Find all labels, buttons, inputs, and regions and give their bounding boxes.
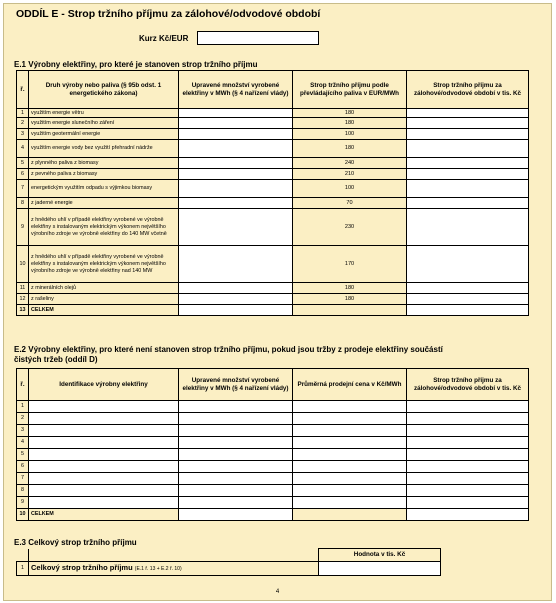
production-type: využitím energie větru bbox=[29, 109, 179, 118]
e1-header-cap-czk: Strop tržního příjmu za zálohové/odvodové období v tis. Kč bbox=[407, 71, 529, 109]
table-row bbox=[17, 109, 529, 118]
e3-heading: E.3 Celkový strop tržního příjmu bbox=[14, 538, 137, 547]
identification-input[interactable] bbox=[29, 425, 179, 437]
table-row bbox=[17, 169, 529, 180]
total-cap-czk[interactable] bbox=[407, 509, 529, 521]
quantity-input[interactable] bbox=[179, 158, 293, 169]
row-number: 6 bbox=[17, 169, 29, 180]
quantity-input[interactable] bbox=[179, 118, 293, 129]
production-type: z plynného paliva z biomasy bbox=[29, 158, 179, 169]
total-label: CELKEM bbox=[29, 305, 179, 316]
e2-header-cap-czk: Strop tržního příjmu za zálohové/odvodové období v tis. Kč bbox=[407, 369, 529, 401]
identification-input[interactable] bbox=[29, 449, 179, 461]
e1-header-quantity: Upravené množství vyrobené elektřiny v MWh (§ 4 nařízení vlády) bbox=[179, 71, 293, 109]
cap-eur-value: 100 bbox=[293, 180, 407, 198]
table-row bbox=[17, 158, 529, 169]
cap-czk-input[interactable] bbox=[407, 109, 529, 118]
quantity-input[interactable] bbox=[179, 449, 293, 461]
e3-header-value: Hodnota v tis. Kč bbox=[319, 549, 441, 562]
row-number: 10 bbox=[17, 509, 29, 521]
row-number: 4 bbox=[17, 437, 29, 449]
table-row bbox=[17, 140, 529, 158]
cap-czk-input[interactable] bbox=[407, 180, 529, 198]
quantity-input[interactable] bbox=[179, 413, 293, 425]
row-number: 10 bbox=[17, 246, 29, 283]
cap-eur-value: 100 bbox=[293, 129, 407, 140]
e1-table bbox=[16, 70, 529, 316]
quantity-input[interactable] bbox=[179, 198, 293, 209]
row-number: 13 bbox=[17, 305, 29, 316]
cap-czk-input[interactable] bbox=[407, 209, 529, 246]
production-type: využitím geotermální energie bbox=[29, 129, 179, 140]
quantity-input[interactable] bbox=[179, 401, 293, 413]
identification-input[interactable] bbox=[29, 401, 179, 413]
cap-eur-value: 180 bbox=[293, 140, 407, 158]
table-row bbox=[17, 497, 529, 509]
cap-czk-input[interactable] bbox=[407, 413, 529, 425]
quantity-input[interactable] bbox=[179, 294, 293, 305]
total-empty bbox=[293, 305, 407, 316]
section-title: ODDÍL E - Strop tržního příjmu za zálohové/odvodové období bbox=[16, 8, 321, 20]
cap-czk-input[interactable] bbox=[407, 294, 529, 305]
cap-czk-input[interactable] bbox=[407, 473, 529, 485]
e3-empty-header bbox=[29, 549, 319, 562]
identification-input[interactable] bbox=[29, 497, 179, 509]
e1-header-row-no: ř. bbox=[17, 71, 29, 109]
e2-table bbox=[16, 368, 529, 521]
total-quantity[interactable] bbox=[179, 509, 293, 521]
quantity-input[interactable] bbox=[179, 209, 293, 246]
e2-header-identification: Identifikace výrobny elektřiny bbox=[29, 369, 179, 401]
table-row bbox=[17, 461, 529, 473]
row-number: 1 bbox=[17, 401, 29, 413]
cap-czk-input[interactable] bbox=[407, 449, 529, 461]
quantity-input[interactable] bbox=[179, 485, 293, 497]
form-page bbox=[3, 3, 552, 601]
e3-row-number: 1 bbox=[17, 562, 29, 576]
identification-input[interactable] bbox=[29, 437, 179, 449]
production-type: z jaderné energie bbox=[29, 198, 179, 209]
cap-czk-input[interactable] bbox=[407, 246, 529, 283]
cap-czk-input[interactable] bbox=[407, 485, 529, 497]
e2-heading-line1: E.2 Výrobny elektřiny, pro které není stanoven strop tržního příjmu, pokud jsou tržby z prodeje elektřiny součástí bbox=[14, 345, 443, 354]
table-row bbox=[17, 413, 529, 425]
cap-eur-value: 240 bbox=[293, 158, 407, 169]
row-number: 8 bbox=[17, 485, 29, 497]
e3-total-value[interactable] bbox=[319, 562, 441, 576]
e2-header-row-no: ř. bbox=[17, 369, 29, 401]
e3-row-label: Celkový strop tržního příjmu bbox=[31, 563, 133, 572]
page-number: 4 bbox=[275, 589, 280, 595]
avg-price-input[interactable] bbox=[293, 497, 407, 509]
production-type: z minerálních olejů bbox=[29, 283, 179, 294]
avg-price-input[interactable] bbox=[293, 401, 407, 413]
identification-input[interactable] bbox=[29, 413, 179, 425]
quantity-input[interactable] bbox=[179, 461, 293, 473]
cap-eur-value: 180 bbox=[293, 283, 407, 294]
row-number: 7 bbox=[17, 473, 29, 485]
table-row bbox=[17, 449, 529, 461]
quantity-input[interactable] bbox=[179, 437, 293, 449]
quantity-input[interactable] bbox=[179, 169, 293, 180]
row-number: 2 bbox=[17, 118, 29, 129]
e2-total-row bbox=[17, 509, 529, 521]
cap-eur-value: 180 bbox=[293, 294, 407, 305]
avg-price-input[interactable] bbox=[293, 413, 407, 425]
cap-eur-value: 230 bbox=[293, 209, 407, 246]
quantity-input[interactable] bbox=[179, 129, 293, 140]
e3-row-label-cell bbox=[29, 562, 319, 576]
quantity-input[interactable] bbox=[179, 283, 293, 294]
cap-eur-value: 180 bbox=[293, 109, 407, 118]
quantity-input[interactable] bbox=[179, 473, 293, 485]
table-row bbox=[17, 209, 529, 246]
production-type: z hnědého uhlí v případě elektřiny vyrobené ve výrobně elektřiny s instalovaným elektrickým výkonem největšího výrobního zdroje ve výrobně elektřiny do 140 MW včetně bbox=[29, 209, 179, 246]
cap-czk-input[interactable] bbox=[407, 497, 529, 509]
production-type: energetickým využitím odpadu s výjimkou biomasy bbox=[29, 180, 179, 198]
table-row bbox=[17, 129, 529, 140]
quantity-input[interactable] bbox=[179, 425, 293, 437]
table-row bbox=[17, 118, 529, 129]
row-number: 11 bbox=[17, 283, 29, 294]
e3-table bbox=[16, 548, 441, 576]
avg-price-input[interactable] bbox=[293, 425, 407, 437]
e1-heading: E.1 Výrobny elektřiny, pro které je stanoven strop tržního příjmu bbox=[14, 60, 258, 69]
quantity-input[interactable] bbox=[179, 109, 293, 118]
e3-empty-corner bbox=[17, 549, 29, 562]
identification-input[interactable] bbox=[29, 473, 179, 485]
table-row bbox=[17, 246, 529, 283]
quantity-input[interactable] bbox=[179, 140, 293, 158]
exchange-rate-label: Kurz Kč/EUR bbox=[139, 34, 189, 43]
row-number: 2 bbox=[17, 413, 29, 425]
avg-price-input[interactable] bbox=[293, 437, 407, 449]
e1-total-row bbox=[17, 305, 529, 316]
cap-czk-input[interactable] bbox=[407, 129, 529, 140]
cap-czk-input[interactable] bbox=[407, 140, 529, 158]
row-number: 5 bbox=[17, 449, 29, 461]
cap-eur-value: 210 bbox=[293, 169, 407, 180]
row-number: 7 bbox=[17, 180, 29, 198]
row-number: 8 bbox=[17, 198, 29, 209]
e1-header-type: Druh výroby nebo paliva (§ 95b odst. 1 energetického zákona) bbox=[29, 71, 179, 109]
table-row bbox=[17, 401, 529, 413]
avg-price-input[interactable] bbox=[293, 449, 407, 461]
e2-rows bbox=[17, 401, 529, 521]
production-type: z pevného paliva z biomasy bbox=[29, 169, 179, 180]
row-number: 9 bbox=[17, 209, 29, 246]
exchange-rate-input[interactable] bbox=[197, 31, 319, 45]
table-row bbox=[17, 425, 529, 437]
cap-czk-input[interactable] bbox=[407, 118, 529, 129]
e2-heading-line2: čistých tržeb (oddíl D) bbox=[14, 355, 98, 364]
avg-price-input[interactable] bbox=[293, 485, 407, 497]
row-number: 1 bbox=[17, 109, 29, 118]
quantity-input[interactable] bbox=[179, 180, 293, 198]
e2-header-quantity: Upravené množství vyrobené elektřiny v MWh (§ 4 nařízení vlády) bbox=[179, 369, 293, 401]
e2-header-avg-price: Průměrná prodejní cena v Kč/MWh bbox=[293, 369, 407, 401]
cap-czk-input[interactable] bbox=[407, 169, 529, 180]
production-type: z rašeliny bbox=[29, 294, 179, 305]
cap-eur-value: 180 bbox=[293, 118, 407, 129]
identification-input[interactable] bbox=[29, 461, 179, 473]
cap-czk-input[interactable] bbox=[407, 425, 529, 437]
identification-input[interactable] bbox=[29, 485, 179, 497]
e1-header-cap-eur: Strop tržního příjmu podle převládajícího paliva v EUR/MWh bbox=[293, 71, 407, 109]
production-type: z hnědého uhlí v případě elektřiny vyrobené ve výrobně elektřiny s instalovaným elektrickým výkonem největšího výrobního zdroje ve výrobně elektřiny nad 140 MW bbox=[29, 246, 179, 283]
total-cap-czk[interactable] bbox=[407, 305, 529, 316]
table-row bbox=[17, 198, 529, 209]
table-row bbox=[17, 437, 529, 449]
quantity-input[interactable] bbox=[179, 246, 293, 283]
cap-czk-input[interactable] bbox=[407, 283, 529, 294]
e2-heading bbox=[14, 345, 443, 365]
total-quantity[interactable] bbox=[179, 305, 293, 316]
row-number: 12 bbox=[17, 294, 29, 305]
production-type: využitím energie vody bez využití přehradní nádrže bbox=[29, 140, 179, 158]
table-row bbox=[17, 283, 529, 294]
total-empty bbox=[293, 509, 407, 521]
total-label: CELKEM bbox=[29, 509, 179, 521]
production-type: využitím energie slunečního záření bbox=[29, 118, 179, 129]
row-number: 6 bbox=[17, 461, 29, 473]
table-row bbox=[17, 294, 529, 305]
avg-price-input[interactable] bbox=[293, 473, 407, 485]
avg-price-input[interactable] bbox=[293, 461, 407, 473]
row-number: 9 bbox=[17, 497, 29, 509]
e3-row-note: (E.1 ř. 13 + E.2 ř. 10) bbox=[134, 566, 182, 572]
cap-czk-input[interactable] bbox=[407, 461, 529, 473]
quantity-input[interactable] bbox=[179, 497, 293, 509]
table-row bbox=[17, 473, 529, 485]
cap-eur-value: 70 bbox=[293, 198, 407, 209]
row-number: 3 bbox=[17, 129, 29, 140]
row-number: 3 bbox=[17, 425, 29, 437]
cap-eur-value: 170 bbox=[293, 246, 407, 283]
cap-czk-input[interactable] bbox=[407, 437, 529, 449]
cap-czk-input[interactable] bbox=[407, 401, 529, 413]
table-row bbox=[17, 485, 529, 497]
cap-czk-input[interactable] bbox=[407, 158, 529, 169]
row-number: 4 bbox=[17, 140, 29, 158]
cap-czk-input[interactable] bbox=[407, 198, 529, 209]
row-number: 5 bbox=[17, 158, 29, 169]
e1-rows bbox=[17, 109, 529, 316]
table-row bbox=[17, 180, 529, 198]
